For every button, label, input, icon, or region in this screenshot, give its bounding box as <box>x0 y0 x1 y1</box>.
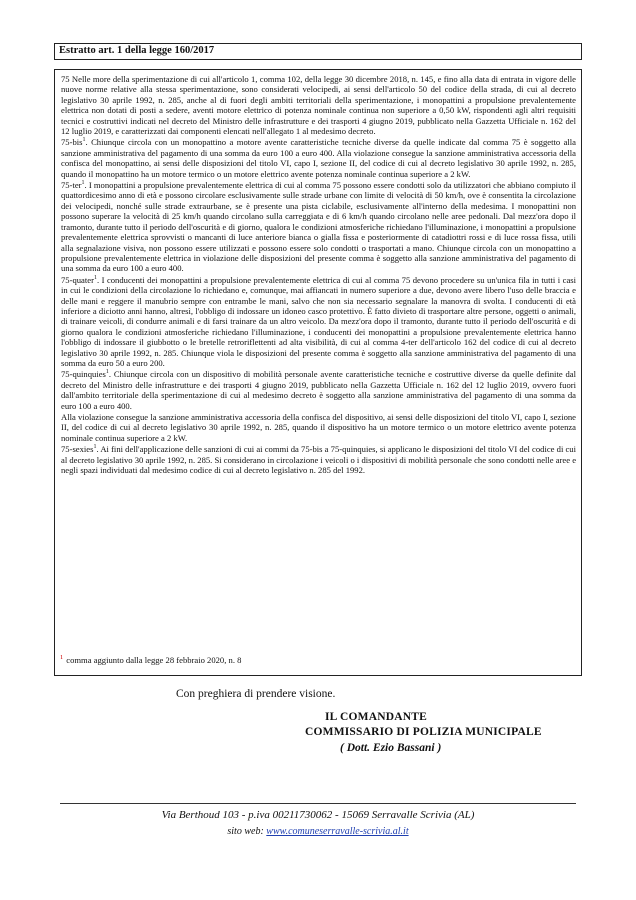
footer-divider <box>60 803 576 804</box>
header-title: Estratto art. 1 della legge 160/2017 <box>59 45 215 56</box>
paragraph-text: I monopattini a propulsione prevalentemente elettrica di cui al comma 75 possono essere condotti solo da utilizzatori che abbiano compiuto il quattordicesimo anno di età e possono circolare esclusivamente sulle strade urbane con limite di velocità di 50 km/h, ove è consentita la circolazione dei velocipedi, nonché sulle strade extraurbane, se è presente una pista ciclabile, esclusivamente all'interno della medesima. I monopattini non possono superare la velocità di 25 km/h quando circolano sulla carreggiata e di 6 km/h quando circolano nelle aree pedonali. Dal mezz'ora dopo il tramonto, durante tutto il periodo dell'oscurità e di giorno, qualora le condizioni atmosferiche richiedano l'illuminazione, i monopattini a propulsione prevalentemente elettrica sprovvisti o mancanti di luce anteriore bianca o gialla fissa e posteriormente di catadiottri rossi e di luce rossa fissa, utili alla segnalazione visiva, non possono essere utilizzati e possono essere solo condotti o trasportati a mano. Chiunque circola con un monopattino a propulsione prevalentemente elettrica in violazione delle disposizioni del presente comma è soggetto alla sanzione amministrativa del pagamento di una somma da euro 100 a euro 400. <box>61 180 576 274</box>
paragraph-number: 75 <box>61 74 70 84</box>
footer-site: sito web: www.comuneserravalle-scrivia.al.it <box>227 826 409 837</box>
paragraph-text: Alla violazione consegue la sanzione amministrativa accessoria della confisca del dispositivo, ai sensi delle disposizioni del titolo VI, capo I, sezione II, del codice di cui al decreto legislativo 30 aprile 1992, n. 285, quando il dispositivo ha un motore termico o un motore elettrico avente potenza nominale continua superiore a 2 kW. <box>61 412 576 443</box>
paragraph-75-bis: 75-bis$^1$. Chiunque circola con un monopattino a motore avente caratteristiche tecniche diverse da quelle indicate dal comma 75 è soggetto alla sanzione amministrativa del pagamento di una somma da euro 100 a euro 400. Alla violazione consegue la sanzione amministrativa accessoria della confisca del monopattino, ai sensi delle disposizioni del titolo VI, capo I, sezione II, del codice di cui al decreto legislativo 30 aprile 1992, n. 285, quando il monopattino ha un motore termico o un motore elettrico avente potenza nominale continua superiore a 2 kW. <box>61 137 576 179</box>
site-label: sito web <box>227 826 261 837</box>
signature-title: IL COMANDANTE <box>325 711 427 723</box>
footnote-text: comma aggiunto dalla legge 28 febbraio 2020, n. 8 <box>66 654 242 665</box>
paragraph-number: 75-sexies <box>61 444 94 455</box>
paragraph-75-ter: 75-ter$^1$. I monopattini a propulsione prevalentemente elettrica di cui al comma 75 possono essere condotti solo da utilizzatori che abbiano compiuto il quattordicesimo anno di età e possono circolare esclusivamente sulle strade urbane con limite di velocità di 50 km/h, ove è consentita la circolazione dei velocipedi, nonché sulle strade extraurbane, se è presente una pista ciclabile, esclusivamente all'interno della medesima. I monopattini non possono superare la velocità di 25 km/h quando circolano sulla carreggiata e di 6 km/h quando circolano nelle aree pedonali. Dal mezz'ora dopo il tramonto, durante tutto il periodo dell'oscurità e di giorno, qualora le condizioni atmosferiche richiedano l'illuminazione, i monopattini a propulsione prevalentemente elettrica sprovvisti o mancanti di luce anteriore bianca o gialla fissa e posteriormente di catadiottri rossi e di luce rossa fissa, utili alla segnalazione visiva, non possono essere utilizzati e possono essere solo condotti o trasportati a mano. Chiunque circola con un monopattino a propulsione prevalentemente elettrica in violazione delle disposizioni del presente comma è soggetto alla sanzione amministrativa del pagamento di una somma da euro 100 a euro 400. <box>61 180 576 274</box>
footer-address: Via Berthoud 103 - p.iva 00211730062 - 15069 Serravalle Scrivia (AL) <box>161 809 475 821</box>
paragraph-text: I conducenti dei monopattini a propulsione prevalentemente elettrica di cui al comma 75 devono procedere su un'unica fila in tutti i casi in cui le condizioni della circolazione lo richiedano e, comunque, mai affiancati in numero superiore a due, devono avere libero l'uso delle braccia e delle mani e reggere il manubrio sempre con entrambe le mani, salvo che non sia necessario segnalare la manovra di svolta. I conducenti di età inferiore a diciotto anni hanno, altresì, l'obbligo di indossare un idoneo casco protettivo. È fatto divieto di trasportare altre persone, oggetti o animali, di trainare veicoli, di condurre animali e di farsi trainare da un altro veicolo. Da mezz'ora dopo il tramonto, durante tutto il periodo dell'oscurità e di giorno qualora le condizioni atmosferiche richiedano l'illuminazione, i conducenti dei monopattini a propulsione prevalentemente elettrica hanno l'obbligo di indossare il giubbotto o le bretelle retroriflettenti ad alta visibilità, di cui al comma 4-ter dell'articolo 162 del codice di cui al decreto legislativo 30 aprile 1992, n. 285. Chiunque viola le disposizioni del presente comma è soggetto alla sanzione amministrativa del pagamento di una somma da euro 50 a euro 200. <box>61 274 576 368</box>
paragraph-text: Chiunque circola con un dispositivo di mobilità personale avente caratteristiche tecniche e costruttive diverse da quelle definite dal decreto del Ministro delle infrastrutture e dei trasporti 4 giugno 2019, pubblicato nella Gazzetta Ufficiale n. 162 del 12 luglio 2019, ovvero fuori dall'ambito territoriale della sperimentazione di cui al medesimo decreto è soggetto alla sanzione amministrativa del pagamento di una somma da euro 100 a euro 400. <box>61 369 576 411</box>
paragraph-number: 75-quater <box>61 274 94 285</box>
paragraph-number: 75-ter <box>61 180 82 191</box>
paragraph-75-sexies: 75-sexies$^1$. Ai fini dell'applicazione delle sanzioni di cui ai commi da 75-bis a 75-quinquies, si applicano le disposizioni del titolo VI del codice di cui al decreto legislativo 30 aprile 1992, n. 285. Si considerano in circolazione i veicoli o i dispositivi di mobilità personale che sono condotti nelle aree e negli spazi individuati dal medesimo codice di cui al decreto legislativo n. 285 del 1992. <box>61 444 577 476</box>
closing-line: Con preghiera di prendere visione. <box>176 688 336 700</box>
footnote-ref: 1 <box>105 369 109 376</box>
footnote-ref: 1 <box>93 444 97 451</box>
signature-name: ( Dott. Ezio Bassani ) <box>340 742 442 754</box>
site-link[interactable]: www.comuneserravalle-scrivia.al.it <box>266 826 409 837</box>
paragraph-75-quinquies: 75-quinquies$^1$. Chiunque circola con un dispositivo di mobilità personale avente caratteristiche tecniche e costruttive diverse da quelle definite dal decreto del Ministro delle infrastrutture e dei trasporti 4 giugno 2019, pubblicato nella Gazzetta Ufficiale n. 162 del 12 luglio 2019, ovvero fuori dall'ambito territoriale della sperimentazione di cui al medesimo decreto è soggetto alla sanzione amministrativa del pagamento di una somma da euro 100 a euro 400. <box>61 369 576 411</box>
law-text-box <box>54 69 582 676</box>
paragraph-text: Chiunque circola con un monopattino a motore avente caratteristiche tecniche diverse da quelle indicate dal comma 75 è soggetto alla sanzione amministrativa del pagamento di una somma da euro 100 a euro 400. Alla violazione consegue la sanzione amministrativa accessoria della confisca del monopattino, ai sensi delle disposizioni del titolo VI, capo I, sezione II, del codice di cui al decreto legislativo 30 aprile 1992, n. 285, quando il monopattino ha un motore termico o un motore elettrico avente potenza nominale continua superiore a 2 kW. <box>61 137 576 179</box>
header-box <box>54 43 582 60</box>
footnote-ref: 1 <box>82 137 86 144</box>
footnote-ref: 1 <box>81 180 85 187</box>
paragraph-number: 75-bis <box>61 137 83 148</box>
paragraph-text: Ai fini dell'applicazione delle sanzioni di cui ai commi da 75-bis a 75-quinquies, si applicano le disposizioni del titolo VI del codice di cui al decreto legislativo 30 aprile 1992, n. 285. Si considerano in circolazione i veicoli o i dispositivi di mobilità personale che sono condotti nelle aree e negli spazi individuati dal medesimo codice di cui al decreto legislativo n. 285 del 1992. <box>61 444 577 476</box>
paragraph-list <box>61 74 576 475</box>
paragraph-75-quater: 75-quater$^1$. I conducenti dei monopattini a propulsione prevalentemente elettrica di cui al comma 75 devono procedere su un'unica fila in tutti i casi in cui le condizioni della circolazione lo richiedano e, comunque, mai affiancati in numero superiore a due, devono avere libero l'uso delle braccia e delle mani e reggere il manubrio sempre con entrambe le mani, salvo che non sia necessario segnalare la manovra di svolta. I conducenti di età inferiore a diciotto anni hanno, altresì, l'obbligo di indossare un idoneo casco protettivo. È fatto divieto di trasportare altre persone, oggetti o animali, di trainare veicoli, di condurre animali e di farsi trainare da un altro veicolo. Da mezz'ora dopo il tramonto, durante tutto il periodo dell'oscurità e di giorno qualora le condizioni atmosferiche richiedano l'illuminazione, i conducenti dei monopattini a propulsione prevalentemente elettrica hanno l'obbligo di indossare il giubbotto o le bretelle retroriflettenti ad alta visibilità, di cui al comma 4-ter dell'articolo 162 del codice di cui al decreto legislativo 30 aprile 1992, n. 285. Chiunque viola le disposizioni del presente comma è soggetto alla sanzione amministrativa del pagamento di una somma da euro 50 a euro 200. <box>61 274 576 368</box>
signature-role: COMMISSARIO DI POLIZIA MUNICIPALE <box>305 726 542 738</box>
paragraph-75 <box>61 74 576 136</box>
paragraph-text: Nelle more della sperimentazione di cui all'articolo 1, comma 102, della legge 30 dicembre 2018, n. 145, e fino alla data di entrata in vigore delle nuove norme relative alla stessa sperimentazione, sono considerati velocipedi, ai sensi dell'articolo 50 del codice della strada, di cui al decreto legislativo 30 aprile 1992, n. 285, anche al di fuori degli ambiti territoriali della sperimentazione, i monopattini a propulsione prevalentemente elettrica non dotati di posti a sedere, aventi motore elettrico di potenza nominale continua non superiore a 0,50 kW, rispondenti agli altri requisiti tecnici e costruttivi indicati nel decreto del Ministro delle infrastrutture e dei trasporti 4 giugno 2019, pubblicato nella Gazzetta Ufficiale n. 162 del 12 luglio 2019, e caratterizzati dai componenti elencati nell'allegato 1 al medesimo decreto. <box>61 74 576 137</box>
footnote <box>60 654 241 665</box>
paragraph-number: 75-quinquies <box>61 369 106 380</box>
footnote-ref: 1 <box>93 274 97 281</box>
paragraph-cont <box>61 412 576 443</box>
footnote-mark: 1 <box>60 654 64 661</box>
